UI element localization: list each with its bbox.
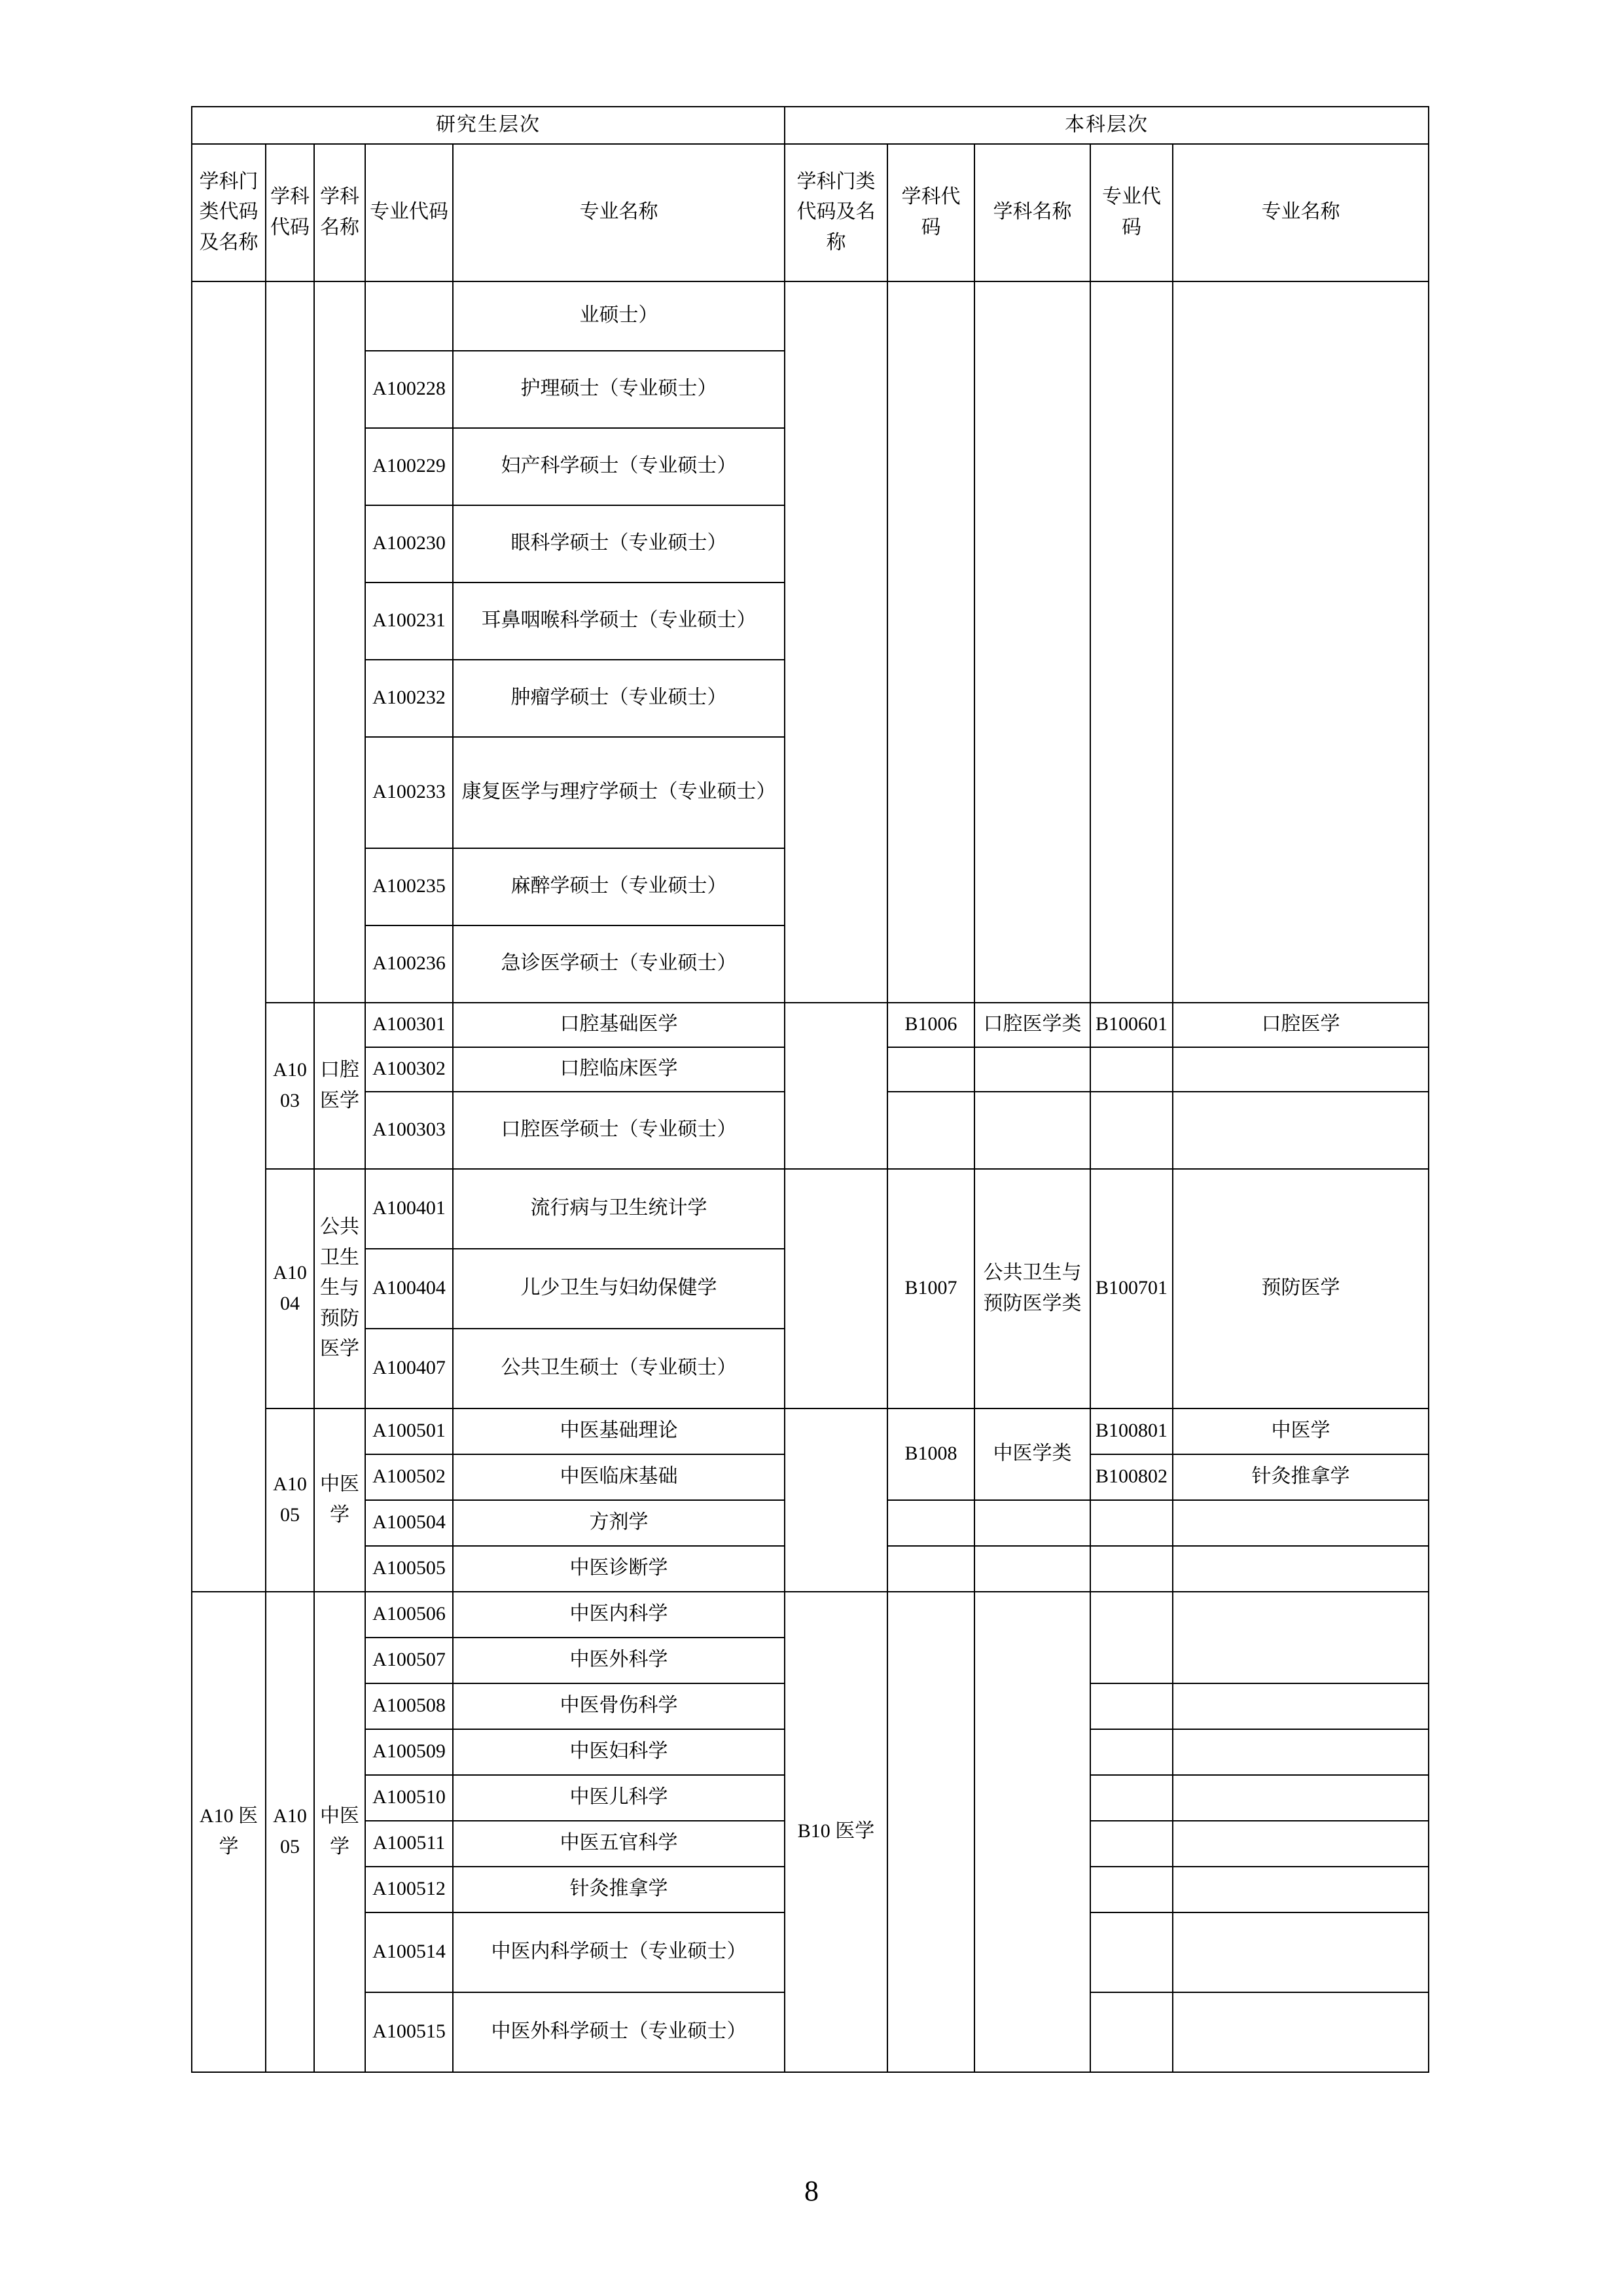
ug-major-code-blank [1090,1546,1173,1592]
ug-major-name-blank [1173,1092,1429,1169]
ug-major-name-blank [1173,1821,1429,1867]
ug-discipline-code-blank [887,1047,974,1092]
grad-major-code: A100504 [365,1500,453,1546]
grad-major-name: 中医内科学 [453,1592,785,1638]
grad-major-name: 妇产科学硕士（专业硕士） [453,428,785,505]
grad-discipline-name: 中医学 [314,1592,365,2072]
grad-major-name: 耳鼻咽喉科学硕士（专业硕士） [453,583,785,660]
col-header-ug-major-code: 专业代码 [1090,144,1173,281]
ug-major-name-blank [1173,1500,1429,1546]
grad-major-name: 中医基础理论 [453,1408,785,1454]
grad-discipline-code: A1003 [266,1003,314,1169]
grad-major-name: 儿少卫生与妇幼保健学 [453,1249,785,1329]
group-header-undergraduate: 本科层次 [785,107,1429,144]
grad-major-code: A100228 [365,351,453,428]
grad-major-name: 口腔医学硕士（专业硕士） [453,1092,785,1169]
col-header-ug-category: 学科门类代码及名称 [785,144,887,281]
grad-category-code-name: A10 医学 [192,1592,266,2072]
ug-category-blank-upper [785,281,887,1003]
ug-discipline-name-blank [974,1546,1090,1592]
grad-major-name: 中医妇科学 [453,1729,785,1775]
table-row [192,1408,1429,1454]
grad-major-name: 急诊医学硕士（专业硕士） [453,925,785,1003]
ug-major-code-blank [1090,281,1173,1003]
grad-major-name: 中医外科学硕士（专业硕士） [453,1992,785,2072]
ug-discipline-name: 口腔医学类 [974,1003,1090,1047]
ug-category-blank-mid [785,1003,887,1169]
ug-discipline-name-blank [974,1092,1090,1169]
grad-discipline-code: A1005 [266,1592,314,2072]
grad-major-code: A100509 [365,1729,453,1775]
ug-major-name: 中医学 [1173,1408,1429,1454]
col-header-ug-discipline-code: 学科代码 [887,144,974,281]
ug-category-blank-mid3 [785,1408,887,1592]
grad-major-code: A100230 [365,505,453,583]
table-row [192,1169,1429,1249]
col-header-grad-discipline-name: 学科名称 [314,144,365,281]
grad-discipline-code: A1004 [266,1169,314,1408]
grad-discipline-code: A1005 [266,1408,314,1592]
ug-discipline-name-blank [974,281,1090,1003]
discipline-major-table [191,106,1429,2073]
ug-discipline-name-blank [974,1592,1090,2072]
ug-discipline-name-blank [974,1047,1090,1092]
ug-major-name-blank [1173,1775,1429,1821]
grad-major-code: A100512 [365,1867,453,1912]
grad-major-name: 眼科学硕士（专业硕士） [453,505,785,583]
table-row [192,1592,1429,1638]
grad-major-code [365,281,453,351]
ug-discipline-code: B1008 [887,1408,974,1500]
grad-discipline-name: 中医学 [314,1408,365,1592]
ug-discipline-code-blank [887,1092,974,1169]
group-header-graduate: 研究生层次 [192,107,785,144]
grad-major-name: 中医五官科学 [453,1821,785,1867]
ug-major-code: B100601 [1090,1003,1173,1047]
grad-major-name: 中医外科学 [453,1638,785,1683]
grad-major-name: 麻醉学硕士（专业硕士） [453,848,785,925]
grad-discipline-name: 口腔医学 [314,1003,365,1169]
grad-major-code: A100231 [365,583,453,660]
grad-major-name: 公共卫生硕士（专业硕士） [453,1329,785,1408]
ug-major-code: B100802 [1090,1454,1173,1500]
ug-major-code: B100701 [1090,1169,1173,1408]
grad-major-code: A100511 [365,1821,453,1867]
grad-major-code: A100232 [365,660,453,737]
ug-major-name-blank [1173,1592,1429,1683]
page-number: 8 [804,2175,819,2207]
ug-major-name-blank [1173,1867,1429,1912]
grad-category-blank-upper [192,281,266,1592]
ug-major-code-blank [1090,1592,1173,1683]
grad-major-name: 口腔基础医学 [453,1003,785,1047]
grad-major-code: A100502 [365,1454,453,1500]
grad-major-code: A100303 [365,1092,453,1169]
ug-major-name-blank [1173,1912,1429,1992]
ug-category-blank-mid2 [785,1169,887,1408]
ug-discipline-code-blank [887,1592,974,2072]
ug-major-name-blank [1173,1546,1429,1592]
ug-major-code-blank [1090,1912,1173,1992]
ug-discipline-code: B1007 [887,1169,974,1408]
ug-major-code-blank [1090,1729,1173,1775]
grad-major-code: A100235 [365,848,453,925]
grad-major-name: 业硕士） [453,281,785,351]
grad-major-code: A100515 [365,1992,453,2072]
grad-major-name: 肿瘤学硕士（专业硕士） [453,660,785,737]
ug-major-name-blank [1173,1729,1429,1775]
ug-major-name: 针灸推拿学 [1173,1454,1429,1500]
ug-major-code-blank [1090,1775,1173,1821]
col-header-grad-discipline-code: 学科代码 [266,144,314,281]
col-header-grad-category: 学科门类代码及名称 [192,144,266,281]
grad-major-name: 中医内科学硕士（专业硕士） [453,1912,785,1992]
ug-discipline-code: B1006 [887,1003,974,1047]
grad-major-name: 方剂学 [453,1500,785,1546]
grad-major-code: A100505 [365,1546,453,1592]
table-group-header-row [192,107,1429,144]
ug-major-code: B100801 [1090,1408,1173,1454]
grad-major-name: 护理硕士（专业硕士） [453,351,785,428]
ug-major-code-blank [1090,1092,1173,1169]
col-header-ug-discipline-name: 学科名称 [974,144,1090,281]
ug-major-code-blank [1090,1500,1173,1546]
col-header-ug-major-name: 专业名称 [1173,144,1429,281]
grad-major-code: A100508 [365,1683,453,1729]
grad-major-name: 口腔临床医学 [453,1047,785,1092]
grad-major-name: 中医诊断学 [453,1546,785,1592]
grad-major-code: A100404 [365,1249,453,1329]
table-row [192,281,1429,351]
ug-major-code-blank [1090,1821,1173,1867]
ug-discipline-code-blank [887,281,974,1003]
table-column-header-row [192,144,1429,281]
ug-major-name: 口腔医学 [1173,1003,1429,1047]
ug-category-code-name: B10 医学 [785,1592,887,2072]
col-header-grad-major-name: 专业名称 [453,144,785,281]
ug-discipline-name-blank [974,1500,1090,1546]
grad-major-name: 中医骨伤科学 [453,1683,785,1729]
ug-major-code-blank [1090,1047,1173,1092]
ug-major-code-blank [1090,1992,1173,2072]
ug-major-name-blank [1173,1992,1429,2072]
ug-major-name-blank [1173,281,1429,1003]
grad-major-code: A100506 [365,1592,453,1638]
grad-major-code: A100233 [365,737,453,848]
grad-major-code: A100401 [365,1169,453,1249]
ug-discipline-name: 中医学类 [974,1408,1090,1500]
grad-major-code: A100236 [365,925,453,1003]
grad-discipline-name-blank [314,281,365,1003]
ug-discipline-name: 公共卫生与预防医学类 [974,1169,1090,1408]
grad-discipline-name: 公共卫生生与预防医学 [314,1169,365,1408]
grad-major-code: A100514 [365,1912,453,1992]
grad-major-name: 中医临床基础 [453,1454,785,1500]
ug-major-code-blank [1090,1683,1173,1729]
col-header-grad-major-code: 专业代码 [365,144,453,281]
grad-major-code: A100507 [365,1638,453,1683]
ug-major-name-blank [1173,1683,1429,1729]
grad-discipline-code-blank [266,281,314,1003]
ug-major-name-blank [1173,1047,1429,1092]
grad-major-name: 中医儿科学 [453,1775,785,1821]
grad-major-code: A100510 [365,1775,453,1821]
grad-major-code: A100301 [365,1003,453,1047]
ug-major-name: 预防医学 [1173,1169,1429,1408]
grad-major-code: A100302 [365,1047,453,1092]
discipline-major-table-container [191,106,1428,2073]
grad-major-name: 康复医学与理疗学硕士（专业硕士） [453,737,785,848]
table-row [192,1003,1429,1047]
ug-discipline-code-blank [887,1546,974,1592]
grad-major-code: A100407 [365,1329,453,1408]
grad-major-name: 针灸推拿学 [453,1867,785,1912]
grad-major-code: A100229 [365,428,453,505]
ug-discipline-code-blank [887,1500,974,1546]
ug-major-code-blank [1090,1867,1173,1912]
grad-major-name: 流行病与卫生统计学 [453,1169,785,1249]
grad-major-code: A100501 [365,1408,453,1454]
